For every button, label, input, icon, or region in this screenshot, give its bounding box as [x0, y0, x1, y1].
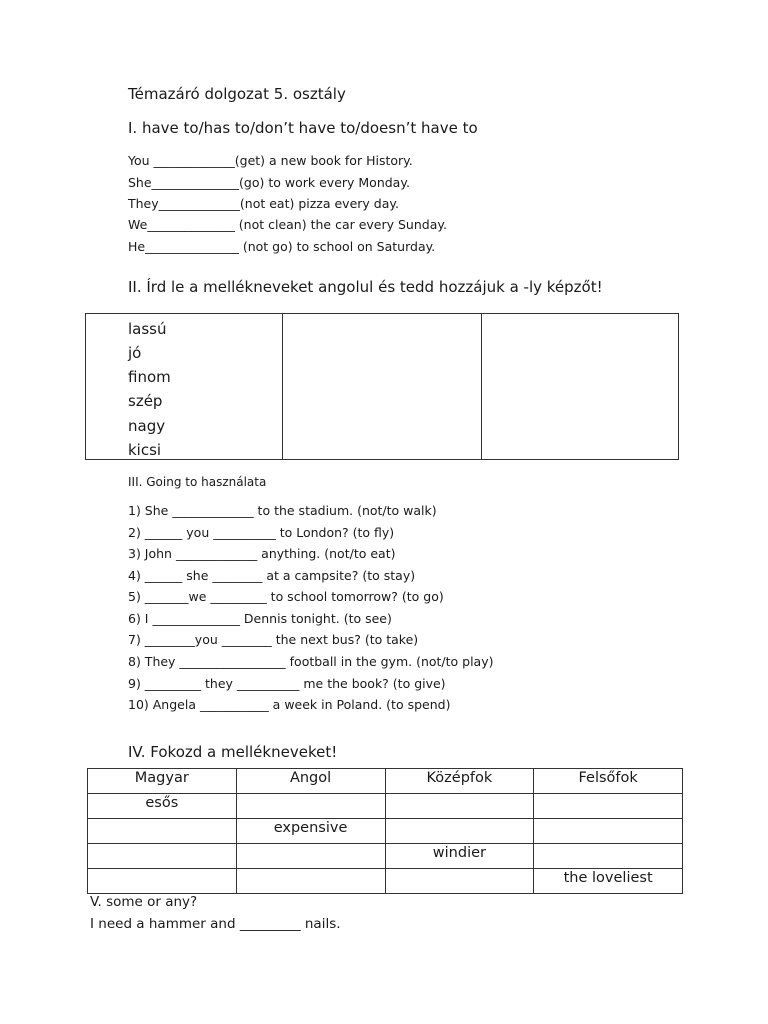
section-5-heading: V. some or any?	[90, 894, 198, 910]
exercise-1-line: You _____________(get) a new book for History.	[128, 153, 413, 168]
exercise-3-line: 1) She _____________ to the stadium. (not/to walk)	[128, 503, 437, 518]
table-cell	[236, 794, 385, 819]
adjective-column-english	[283, 314, 481, 460]
section-2-heading: II. Írd le a mellékneveket angolul és tedd hozzájuk a -ly képzőt!	[128, 278, 603, 296]
hungarian-adjective: szép	[128, 392, 163, 410]
exercise-1-line: We______________ (not clean) the car every Sunday.	[128, 217, 447, 232]
section-3-heading: III. Going to használata	[128, 475, 267, 489]
adjective-column-ly	[481, 314, 678, 460]
table-cell	[236, 869, 385, 894]
exercise-3-line: 8) They _________________ football in the gym. (not/to play)	[128, 654, 494, 669]
hungarian-adjective: lassú	[128, 320, 167, 338]
table-header-row	[88, 769, 683, 794]
table-cell: expensive	[236, 819, 385, 844]
table-cell	[385, 794, 534, 819]
table-cell	[385, 819, 534, 844]
adjective-column-hungarian	[86, 314, 283, 460]
exercise-1-line: They_____________(not eat) pizza every day.	[128, 196, 399, 211]
table-cell: windier	[385, 844, 534, 869]
column-header: Angol	[236, 769, 385, 794]
exercise-3-line: 5) _______we _________ to school tomorrow? (to go)	[128, 589, 444, 604]
comparison-table	[87, 768, 683, 894]
table-row	[88, 794, 683, 819]
table-cell: esős	[88, 794, 237, 819]
table-cell	[88, 819, 237, 844]
exercise-1-line: He_______________ (not go) to school on Saturday.	[128, 239, 436, 254]
adjective-table	[85, 313, 679, 460]
exercise-3-line: 10) Angela ___________ a week in Poland. (to spend)	[128, 697, 451, 712]
column-header: Középfok	[385, 769, 534, 794]
table-cell	[88, 869, 237, 894]
hungarian-adjective: nagy	[128, 417, 166, 435]
table-cell	[236, 844, 385, 869]
section-1-heading: I. have to/has to/don’t have to/doesn’t have to	[128, 119, 478, 137]
exercise-3-line: 9) _________ they __________ me the book? (to give)	[128, 676, 446, 691]
column-header: Magyar	[88, 769, 237, 794]
exercise-3-line: 7) ________you ________ the next bus? (to take)	[128, 632, 419, 647]
table-cell	[534, 794, 683, 819]
table-row	[88, 844, 683, 869]
table-row	[88, 819, 683, 844]
table-cell	[385, 869, 534, 894]
exercise-3-line: 4) ______ she ________ at a campsite? (to stay)	[128, 568, 416, 583]
column-header: Felsőfok	[534, 769, 683, 794]
hungarian-adjective: jó	[128, 344, 142, 362]
document-title: Témazáró dolgozat 5. osztály	[128, 85, 346, 103]
exercise-5-line: I need a hammer and _________ nails.	[90, 916, 341, 932]
hungarian-adjective: kicsi	[128, 441, 162, 459]
exercise-3-line: 3) John _____________ anything. (not/to eat)	[128, 546, 396, 561]
exercise-1-line: She______________(go) to work every Monday.	[128, 175, 410, 190]
table-cell	[88, 844, 237, 869]
hungarian-adjective: finom	[128, 368, 171, 386]
table-cell: the loveliest	[534, 869, 683, 894]
table-cell	[534, 844, 683, 869]
table-cell	[534, 819, 683, 844]
exercise-3-line: 2) ______ you __________ to London? (to fly)	[128, 525, 395, 540]
exercise-3-line: 6) I ______________ Dennis tonight. (to see)	[128, 611, 392, 626]
table-row	[88, 869, 683, 894]
section-4-heading: IV. Fokozd a mellékneveket!	[128, 743, 338, 761]
